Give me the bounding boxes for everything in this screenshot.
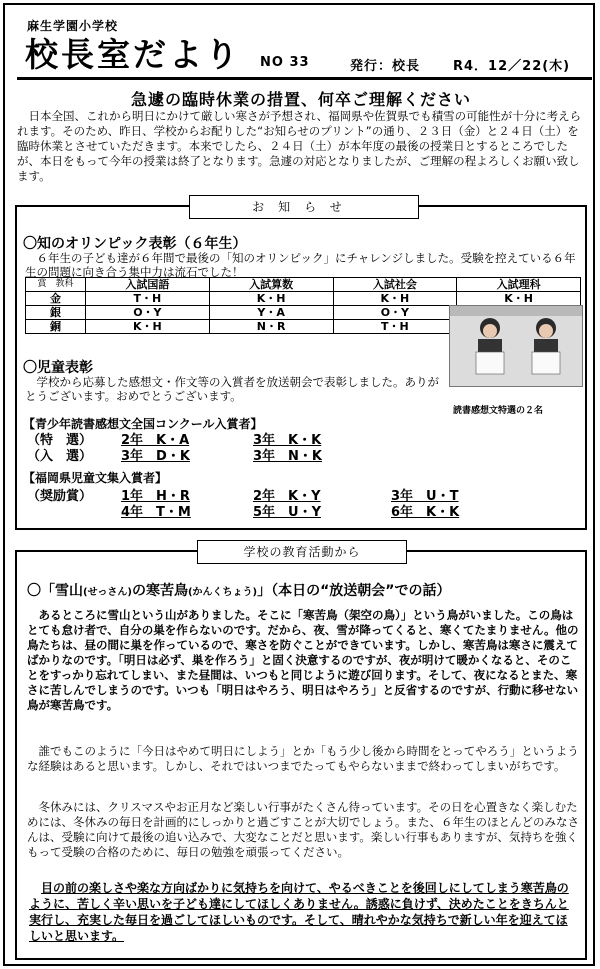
- title-underline: [17, 77, 592, 80]
- story-text: [27, 608, 579, 713]
- table-cell: T・H: [333, 320, 457, 334]
- school-name: 麻生学園小学校: [27, 19, 119, 33]
- table-cell: N・R: [209, 320, 333, 334]
- awardee: 3年 N・K: [253, 449, 322, 464]
- newsletter-title: 校長室だより: [25, 35, 241, 74]
- closing-message: 目の前の楽しさや楽な方向ばかりに気持ちを向けて、やるべきことを後回しにしてしまう寒苦鳥のように、苦しく辛い思いを子ども達にしてほしくありません。誘惑に負けず、決めたことをきちんと実行し、充実した毎日を過ごしてほしいものです。そして、晴れやかな気持ちで新しい年を迎えてほしいと思います。: [29, 881, 569, 943]
- story-title: [27, 580, 451, 600]
- table-cell: K・H: [333, 292, 457, 306]
- contest1-heading: 【青少年読書感想文全国コンクール入賞者】: [23, 417, 263, 431]
- awardee: 3年 U・T: [391, 489, 459, 504]
- issuer: 発行：校長: [350, 59, 421, 74]
- oshirase-section: [15, 200, 587, 530]
- newsletter-page: [3, 3, 595, 966]
- awardee: 4年 T・M: [121, 505, 191, 520]
- award-category: （奨励賞）: [27, 489, 93, 504]
- award-photo-illustration: [450, 306, 583, 387]
- awardee: 6年 K・K: [391, 505, 460, 520]
- olympic-body: ６年生の子ども達が６年間で最後の「知のオリンピック」にチャレンジしました。受験を控えている６年生の問題に向き合う集中力は流石でした！: [25, 251, 576, 279]
- oshirase-section-title: お知らせ: [189, 195, 419, 219]
- table-cell: K・H: [457, 292, 581, 306]
- table-cell: T・H: [86, 292, 210, 306]
- photo-caption: 読書感想文特選の２名: [453, 406, 544, 416]
- table-header-row: [26, 278, 581, 292]
- table-header-cell: 入試国語: [86, 278, 210, 292]
- awardee: 1年 H・R: [121, 489, 190, 504]
- table-cell: K・H: [209, 292, 333, 306]
- table-cell: Y・A: [209, 306, 333, 320]
- story-title-ruby: (せっさん): [83, 587, 132, 598]
- story-title-part: 〇「雪山: [27, 583, 83, 599]
- issue-number: NO 33: [260, 55, 310, 70]
- education-section-title: 学校の教育活動から: [197, 540, 407, 564]
- story-title-part: の寒苦鳥: [131, 583, 188, 599]
- notice-body-text: 日本全国、これから明日にかけて厳しい寒さが予想され、福岡県や佐賀県でも積雪の可能性が十分に考えられます。そのため、昨日、学校からお配りした“お知らせのプリント”の通り、２３日（金）と２４日（土）を臨時休業とさせていただきます。本来でしたら、２４日（土）が本年度の最後の授業日とするところでしたが、本日をもって今年の授業は終了となります。急遽の対応となりましたが、ご理解の程よろしくお願い致します。: [17, 109, 582, 183]
- rank-cell: 銀: [26, 306, 86, 320]
- awardee: 3年 K・K: [253, 433, 322, 448]
- story-paragraph: 冬休みには、クリスマスやお正月など楽しい行事がたくさん待っています。その日を心置きなく楽しむためには、冬休みの毎日を計画的にしっかりと過ごすことが大切でしょう。また、６年生のほとんどのみなさんは、受験に向けて最後の追い込みで、大変なことだと思います。楽しい行事もありますが、気持ちを強くもって受験の合格のために、毎日の勉強を頑張ってください。: [27, 800, 579, 859]
- table-header-cell: 入試理科: [457, 278, 581, 292]
- table-header-cell: 入試社会: [333, 278, 457, 292]
- table-cell: O・Y: [86, 306, 210, 320]
- olympic-heading: 〇知のオリンピック表彰（６年生）: [23, 236, 247, 252]
- table-cell: K・H: [86, 320, 210, 334]
- contest2-heading: 【福岡県児童文集入賞者】: [23, 471, 168, 485]
- awardee: 3年 D・K: [121, 449, 190, 464]
- award-category: （入 選）: [27, 449, 93, 464]
- story-para2: [27, 744, 579, 774]
- award-category: （特 選）: [27, 433, 93, 448]
- table-corner-cell: 賞 教科: [26, 278, 86, 292]
- story-title-ruby: (かんくちょう): [187, 587, 258, 598]
- story-paragraph: あるところに雪山という山がありました。そこに「寒苦鳥（架空の鳥）」という鳥がいました。この鳥はとても怠け者で、自分の巣を作らないのです。だから、夜、雪が降ってくると、寒くてたまりません。他の鳥たちは、昼の間に巣を作っているので、寒さを防ぐことができています。しかし、寒苦鳥は寒さに震えてばかりなのです。「明日は必ず、巣を作ろう」と固く決意するのですが、夜が明けて暖かくなると、そのことをすっかり忘れてしまい、また昼間は、いつもと同じように遊び回ります。そして、夜になるとまた、寒さに苦しんでしまうのです。いつも「明日はやろう、明日はやろう」と反省するのですが、行動に移せない鳥が寒苦鳥です。: [27, 608, 579, 712]
- rank-cell: 銅: [26, 320, 86, 334]
- rank-cell: 金: [26, 292, 86, 306]
- award-heading: 〇児童表彰: [23, 360, 93, 376]
- awardee: 5年 U・Y: [253, 505, 322, 520]
- table-cell: O・Y: [333, 306, 457, 320]
- story-paragraph: 誰でもこのように「今日はやめて明日にしよう」とか「もう少し後から時間をとってやろう」というような経験はあると思います。しかし、それではいつまでたってもやらないままで終わってしまいがちです。: [27, 744, 579, 773]
- award-photo: [449, 305, 583, 387]
- awardee: 2年 K・Y: [253, 489, 321, 504]
- notice-body: [17, 109, 585, 184]
- story-para3: [27, 800, 579, 860]
- award-body: 学校から応募した感想文・作文等の入賞者を放送朝会で表彰しました。ありがとうございます。おめでとうございます。: [25, 375, 439, 403]
- awardee: 2年 K・A: [121, 433, 190, 448]
- issue-date: R4．12／22(木): [453, 59, 571, 74]
- table-header-cell: 入試算数: [209, 278, 333, 292]
- education-section: [15, 545, 587, 960]
- story-title-part: 」（本日の“放送朝会”での話）: [257, 583, 451, 599]
- table-row: [26, 292, 581, 306]
- notice-headline: 急遽の臨時休業の措置、何卒ご理解ください: [130, 90, 471, 109]
